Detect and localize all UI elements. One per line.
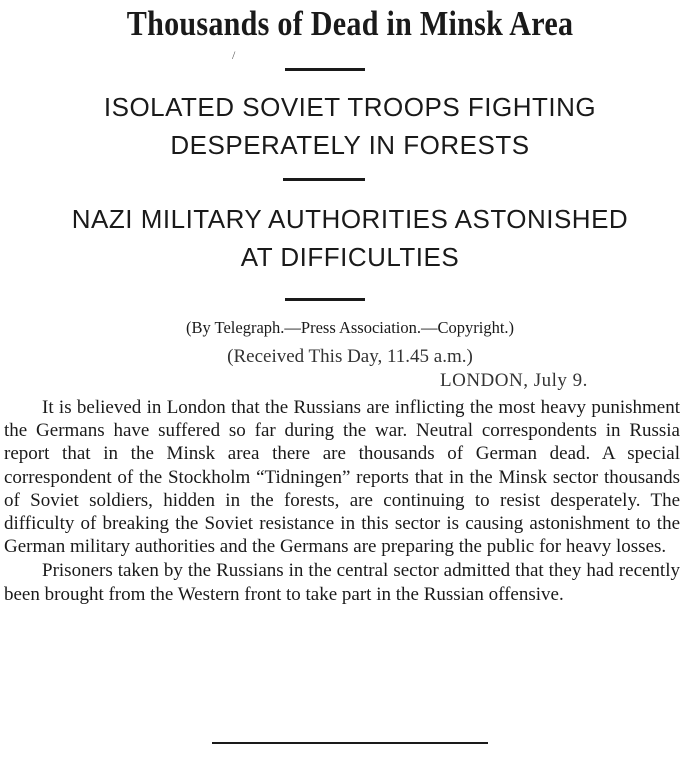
subheading-1 xyxy=(0,88,700,164)
byline: (By Telegraph.—Press Association.—Copyright.) xyxy=(185,318,515,337)
received-line: (Received This Day, 11.45 a.m.) xyxy=(227,346,473,367)
rule-2 xyxy=(283,178,365,181)
print-mark: / xyxy=(232,48,236,62)
subheading-2 xyxy=(0,200,700,276)
headline: Thousands of Dead in Minsk Area xyxy=(126,4,574,43)
dateline: LONDON, July 9. xyxy=(440,370,588,391)
rule-3 xyxy=(285,298,365,301)
paragraph-1: It is believed in London that the Russians are inflicting the most heavy punishment the Germans have suffered so far during the war. Neutral correspondents in Russia report that in the Minsk area there are thousands of German dead. A special correspondent of the Stockholm “Tidningen” reports that in the Minsk sector thousands of Soviet soldiers, hidden in the forests, are continuing to resist desperately. The difficulty of breaking the Soviet resistance in this sector is causing astonishment to the German military authorities and the Germans are preparing the public for heavy losses. xyxy=(4,397,680,558)
paragraph-2: Prisoners taken by the Russians in the central sector admitted that they had recently been brought from the Western front to take part in the Russian offensive. xyxy=(4,560,680,605)
end-rule xyxy=(212,742,488,744)
subheading-2-line-2: AT DIFFICULTIES xyxy=(240,242,460,272)
article-body xyxy=(4,396,680,606)
rule-1 xyxy=(285,68,365,71)
subheading-2-line-1: NAZI MILITARY AUTHORITIES ASTONISHED xyxy=(71,204,629,234)
subheading-1-line-1: ISOLATED SOVIET TROOPS FIGHTING xyxy=(103,92,597,122)
subheading-1-line-2: DESPERATELY IN FORESTS xyxy=(170,130,530,160)
